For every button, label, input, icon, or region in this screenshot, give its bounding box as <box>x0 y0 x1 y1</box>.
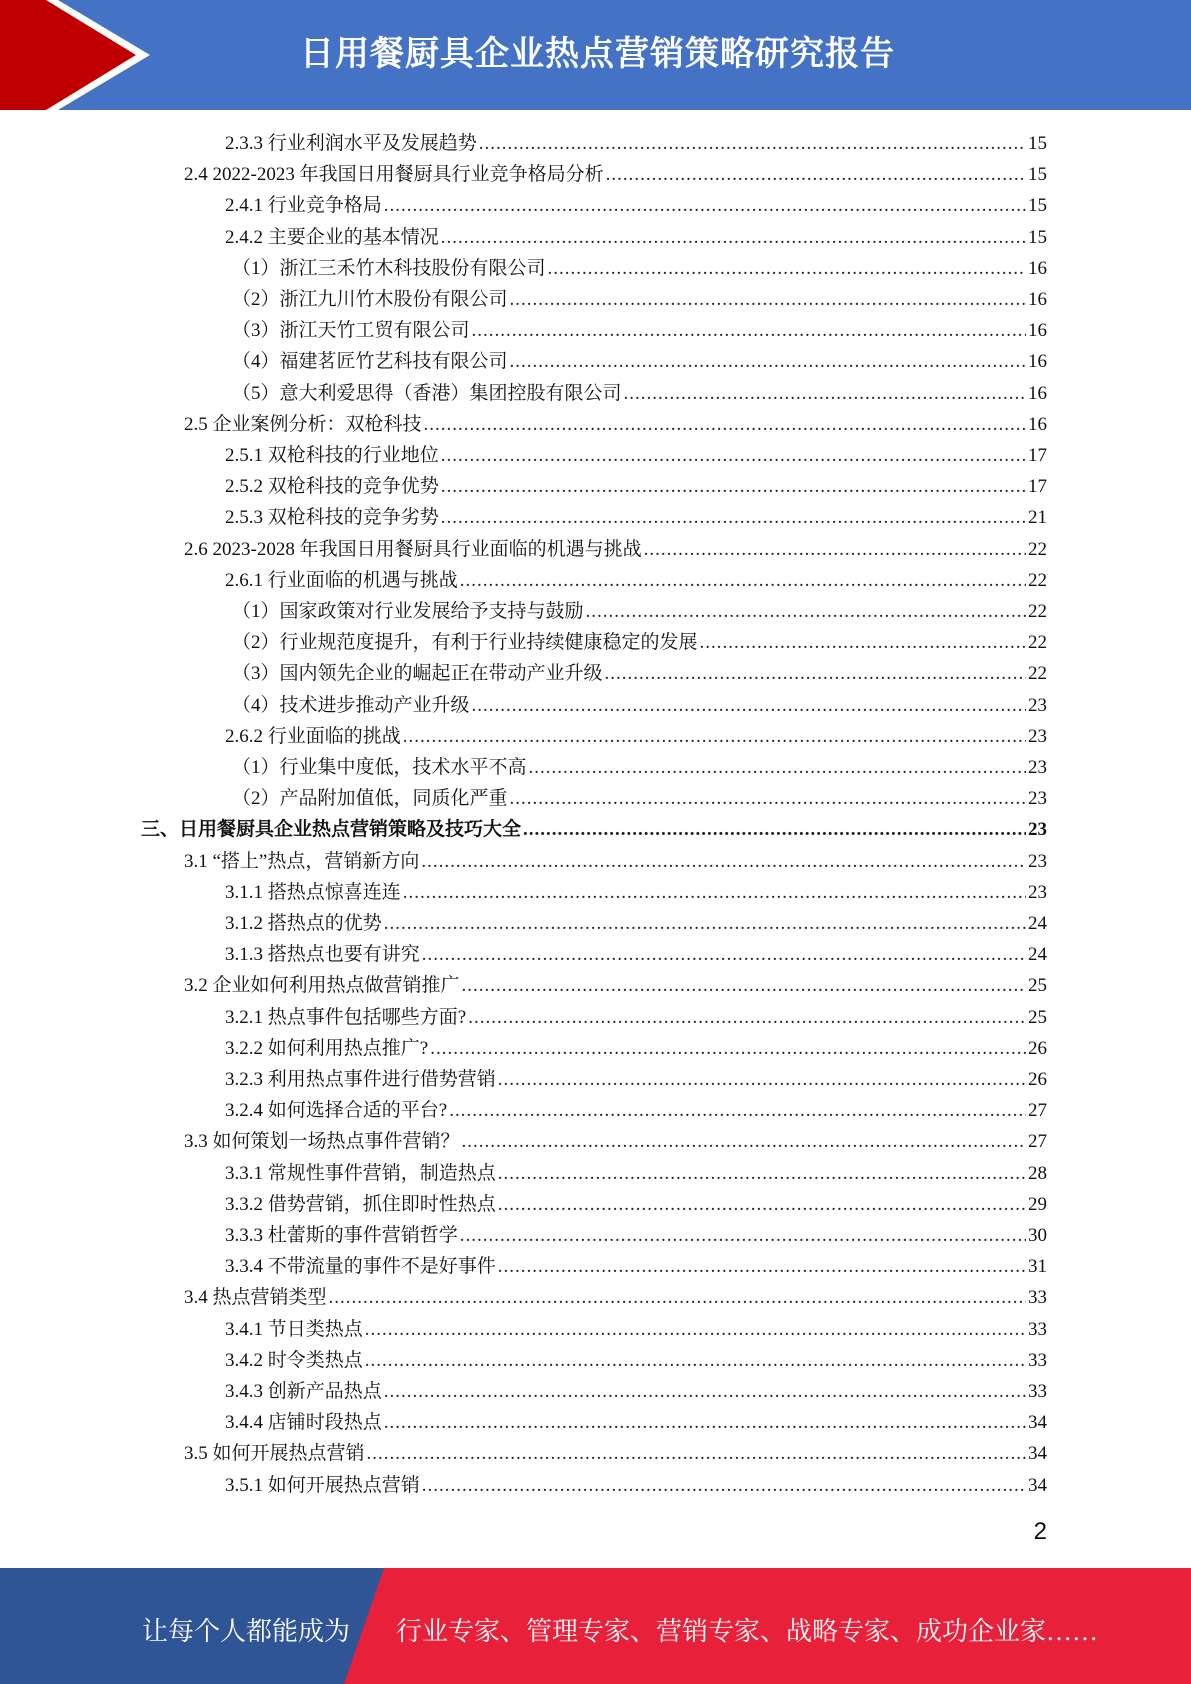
toc-entry-page: 16 <box>1028 413 1047 435</box>
toc-leader-dots <box>644 534 1026 565</box>
toc-entry-label: 3.4.4 店铺时段热点 <box>225 1412 382 1434</box>
page-footer <box>0 1568 1191 1684</box>
toc-entry[interactable] <box>232 627 1047 658</box>
toc-entry-label: 2.6.1 行业面临的机遇与挑战 <box>225 569 458 591</box>
toc-entry[interactable] <box>184 1282 1047 1313</box>
toc-entry[interactable] <box>184 409 1047 440</box>
toc-entry[interactable] <box>225 1189 1047 1220</box>
toc-leader-dots <box>460 1220 1026 1251</box>
toc-entry-page: 21 <box>1028 507 1047 529</box>
toc-entry-label: 3.3 如何策划一场热点事件营销？ <box>184 1131 460 1153</box>
page-number: 2 <box>1033 1518 1047 1545</box>
toc-leader-dots <box>529 752 1026 783</box>
toc-entry-page: 16 <box>1028 289 1047 310</box>
toc-entry[interactable] <box>232 315 1047 346</box>
toc-entry[interactable] <box>225 190 1047 221</box>
toc-leader-dots <box>606 159 1026 190</box>
toc-entry-page: 25 <box>1028 1006 1047 1028</box>
toc-entry-page: 24 <box>1028 944 1047 966</box>
toc-entry-page: 15 <box>1028 195 1047 217</box>
toc-entry-page: 29 <box>1028 1193 1047 1215</box>
toc-leader-dots <box>498 1064 1026 1095</box>
toc-entry-page: 23 <box>1028 881 1047 903</box>
toc-entry-page: 22 <box>1028 601 1047 622</box>
toc-entry-label: （1）行业集中度低，技术水平不高 <box>232 757 527 778</box>
toc-entry-page: 33 <box>1028 1318 1047 1340</box>
toc-leader-dots <box>422 1470 1026 1501</box>
toc-entry-label: 3.5 如何开展热点营销 <box>184 1443 365 1465</box>
toc-entry-label: （1）浙江三禾竹木科技股份有限公司 <box>232 257 546 279</box>
toc-entry[interactable] <box>232 378 1047 409</box>
toc-leader-dots <box>403 721 1026 752</box>
toc-entry-page: 16 <box>1028 320 1047 342</box>
toc-entry[interactable] <box>184 970 1047 1001</box>
toc-entry-page: 30 <box>1028 1225 1047 1246</box>
toc-entry-page: 22 <box>1028 663 1047 685</box>
toc-leader-dots <box>462 1126 1026 1157</box>
toc-leader-dots <box>441 502 1026 533</box>
toc-leader-dots <box>586 596 1026 627</box>
toc-entry[interactable] <box>225 1064 1047 1095</box>
toc-leader-dots <box>460 565 1026 596</box>
toc-leader-dots <box>498 1251 1026 1282</box>
toc-entry-page: 33 <box>1028 1381 1047 1402</box>
toc-leader-dots <box>384 190 1026 221</box>
toc-entry-label: 2.3.3 行业利润水平及发展趋势 <box>225 133 477 154</box>
toc-leader-dots <box>424 409 1026 440</box>
toc-entry[interactable] <box>225 1314 1047 1345</box>
toc-entry-page: 27 <box>1028 1100 1047 1122</box>
toc-entry-page: 16 <box>1028 351 1047 373</box>
toc-entry[interactable] <box>225 502 1047 533</box>
toc-entry[interactable] <box>225 1407 1047 1438</box>
toc-entry-label: 3.1.1 搭热点惊喜连连 <box>225 881 401 903</box>
toc-leader-dots <box>384 1376 1026 1407</box>
toc-leader-dots <box>624 378 1026 409</box>
toc-entry-label: 2.5.1 双枪科技的行业地位 <box>225 445 439 466</box>
footer-slogan-left: 让每个人都能成为 <box>142 1617 351 1646</box>
toc-entry[interactable] <box>225 1002 1047 1033</box>
toc-entry-label: 3.1.3 搭热点也要有讲究 <box>225 944 420 966</box>
toc-entry-page: 33 <box>1028 1349 1047 1371</box>
toc-entry-page: 26 <box>1028 1069 1047 1090</box>
toc-entry[interactable] <box>225 1220 1047 1251</box>
toc-entry-label: （4）技术进步推动产业升级 <box>232 694 470 716</box>
toc-entry[interactable] <box>225 908 1047 939</box>
toc-entry-page: 23 <box>1028 757 1047 778</box>
toc-leader-dots <box>384 1407 1026 1438</box>
toc-leader-dots <box>605 658 1026 689</box>
toc-entry-label: （2）浙江九川竹木股份有限公司 <box>232 289 508 310</box>
toc-entry-label: 3.5.1 如何开展热点营销 <box>225 1474 420 1496</box>
toc-entry[interactable] <box>225 1095 1047 1126</box>
toc-entry-page: 28 <box>1028 1162 1047 1184</box>
toc-entry-label: （3）国内领先企业的崛起正在带动产业升级 <box>232 663 603 685</box>
toc-entry[interactable] <box>141 814 1047 845</box>
toc-entry-page: 22 <box>1028 538 1047 560</box>
toc-leader-dots <box>384 908 1026 939</box>
toc-leader-dots <box>441 222 1026 253</box>
toc-leader-dots <box>367 1438 1026 1469</box>
toc-entry-label: （4）福建茗匠竹艺科技有限公司 <box>232 351 508 373</box>
toc-entry-label: 3.2.4 如何选择合适的平台? <box>225 1100 448 1122</box>
toc-entry-label: 3.4 热点营销类型 <box>184 1287 327 1309</box>
toc-entry-label: 3.2.3 利用热点事件进行借势营销 <box>225 1069 496 1090</box>
toc-leader-dots <box>449 1095 1026 1126</box>
toc-entry-label: 3.3.4 不带流量的事件不是好事件 <box>225 1256 496 1278</box>
toc-entry-label: 3.2 企业如何利用热点做营销推广 <box>184 975 460 997</box>
toc-entry-label: （2）产品附加值低，同质化严重 <box>232 788 508 810</box>
toc-entry-page: 34 <box>1028 1412 1047 1434</box>
toc-entry[interactable] <box>225 877 1047 908</box>
toc-entry-label: 2.6.2 行业面临的挑战 <box>225 725 401 747</box>
toc-entry-label: 2.4.1 行业竞争格局 <box>225 195 382 217</box>
toc-entry-page: 17 <box>1028 445 1047 466</box>
toc-entry[interactable] <box>225 939 1047 970</box>
footer-slogan-right: 行业专家、管理专家、营销专家、战略专家、成功企业家…… <box>396 1617 1099 1646</box>
toc-entry-page: 23 <box>1028 850 1047 872</box>
toc-entry[interactable] <box>232 690 1047 721</box>
toc-entry-page: 22 <box>1028 632 1047 654</box>
toc-entry-label: 2.5.2 双枪科技的竞争优势 <box>225 476 439 498</box>
toc-leader-dots <box>329 1282 1026 1313</box>
toc-entry-label: 3.2.1 热点事件包括哪些方面? <box>225 1006 467 1028</box>
document-title: 日用餐厨具企业热点营销策略研究报告 <box>300 34 895 74</box>
toc-entry-label: 2.5 企业案例分析：双枪科技 <box>184 413 422 435</box>
toc-leader-dots <box>441 440 1026 471</box>
toc-entry-label: 3.3.3 杜蕾斯的事件营销哲学 <box>225 1225 458 1246</box>
toc-entry[interactable] <box>232 596 1047 627</box>
toc-leader-dots <box>472 315 1026 346</box>
toc-leader-dots <box>479 128 1026 159</box>
toc-entry[interactable] <box>225 565 1047 596</box>
toc-entry-label: 3.2.2 如何利用热点推广? <box>225 1037 429 1059</box>
toc-leader-dots <box>441 471 1026 502</box>
toc-entry[interactable] <box>225 1033 1047 1064</box>
toc-entry[interactable] <box>225 1251 1047 1282</box>
toc-entry[interactable] <box>225 471 1047 502</box>
toc-leader-dots <box>700 627 1026 658</box>
toc-entry-label: 3.1 “搭上”热点，营销新方向 <box>184 850 420 872</box>
toc-entry-page: 24 <box>1028 913 1047 934</box>
toc-entry-page: 34 <box>1028 1474 1047 1496</box>
toc-entry-label: （5）意大利爱思得（香港）集团控股有限公司 <box>232 382 622 404</box>
toc-entry-page: 33 <box>1028 1287 1047 1309</box>
toc-leader-dots <box>498 1189 1026 1220</box>
toc-entry[interactable] <box>232 284 1047 315</box>
toc-entry[interactable] <box>232 253 1047 284</box>
toc-leader-dots <box>498 1158 1026 1189</box>
toc-entry[interactable] <box>184 1438 1047 1469</box>
toc-entry-label: 3.3.1 常规性事件营销，制造热点 <box>225 1162 496 1184</box>
toc-leader-dots <box>510 783 1026 814</box>
toc-entry-page: 23 <box>1028 819 1047 841</box>
toc-entry-label: 3.3.2 借势营销，抓住即时性热点 <box>225 1193 496 1215</box>
toc-leader-dots <box>468 1002 1026 1033</box>
toc-entry[interactable] <box>232 658 1047 689</box>
toc-entry-label: 3.4.2 时令类热点 <box>225 1349 363 1371</box>
toc-entry-label: 三、日用餐厨具企业热点营销策略及技巧大全 <box>141 819 522 841</box>
toc-leader-dots <box>430 1033 1026 1064</box>
toc-leader-dots <box>510 284 1026 315</box>
toc-entry-page: 23 <box>1028 694 1047 716</box>
page-header <box>0 0 1191 110</box>
toc-entry-page: 25 <box>1028 975 1047 997</box>
toc-leader-dots <box>472 690 1026 721</box>
toc-leader-dots <box>403 877 1026 908</box>
toc-entry-label: （3）浙江天竹工贸有限公司 <box>232 320 470 342</box>
toc-leader-dots <box>548 253 1026 284</box>
toc-entry[interactable] <box>225 721 1047 752</box>
toc-entry-page: 26 <box>1028 1037 1047 1059</box>
toc-leader-dots <box>421 846 1026 877</box>
toc-leader-dots <box>365 1314 1026 1345</box>
toc-entry[interactable] <box>225 222 1047 253</box>
toc-entry-label: 2.4 2022-2023 年我国日用餐厨具行业竞争格局分析 <box>184 164 604 186</box>
toc-entry-page: 23 <box>1028 725 1047 747</box>
toc-entry-page: 34 <box>1028 1443 1047 1465</box>
toc-entry[interactable] <box>232 752 1047 783</box>
toc-entry[interactable] <box>225 1470 1047 1501</box>
toc-entry-label: 2.4.2 主要企业的基本情况 <box>225 226 439 248</box>
toc-leader-dots <box>365 1345 1026 1376</box>
toc-entry[interactable] <box>184 159 1047 190</box>
toc-entry-page: 15 <box>1028 133 1047 154</box>
toc-entry[interactable] <box>184 534 1047 565</box>
toc-entry-label: 3.1.2 搭热点的优势 <box>225 913 382 934</box>
toc-entry[interactable] <box>225 1376 1047 1407</box>
toc-entry-label: 2.6 2023-2028 年我国日用餐厨具行业面临的机遇与挑战 <box>184 538 642 560</box>
toc-leader-dots <box>422 939 1026 970</box>
toc-entry-page: 17 <box>1028 476 1047 498</box>
toc-leader-dots <box>510 346 1026 377</box>
toc-entry-label: 3.4.1 节日类热点 <box>225 1318 363 1340</box>
toc-entry-label: 2.5.3 双枪科技的竞争劣势 <box>225 507 439 529</box>
toc-entry-label: （1）国家政策对行业发展给予支持与鼓励 <box>232 601 584 622</box>
toc-entry-page: 16 <box>1028 257 1047 279</box>
toc-entry-label: 3.4.3 创新产品热点 <box>225 1381 382 1402</box>
toc-entry[interactable] <box>225 440 1047 471</box>
toc-entry[interactable] <box>184 1126 1047 1157</box>
toc-entry-page: 16 <box>1028 382 1047 404</box>
chevron-arrow-icon <box>0 0 160 110</box>
toc-entry[interactable] <box>232 783 1047 814</box>
toc-entry-page: 31 <box>1028 1256 1047 1278</box>
toc-leader-dots <box>523 814 1026 845</box>
toc-entry-label: （2）行业规范度提升，有利于行业持续健康稳定的发展 <box>232 632 698 654</box>
toc-leader-dots <box>462 970 1026 1001</box>
toc-entry[interactable] <box>232 346 1047 377</box>
toc-entry-page: 27 <box>1028 1131 1047 1153</box>
toc-entry[interactable] <box>225 1158 1047 1189</box>
toc-entry[interactable] <box>225 1345 1047 1376</box>
toc-entry[interactable] <box>184 846 1047 877</box>
toc-entry-page: 23 <box>1028 788 1047 810</box>
toc-entry[interactable] <box>225 128 1047 159</box>
toc-entry-page: 22 <box>1028 569 1047 591</box>
toc-entry-page: 15 <box>1028 226 1047 248</box>
toc-entry-page: 15 <box>1028 164 1047 186</box>
